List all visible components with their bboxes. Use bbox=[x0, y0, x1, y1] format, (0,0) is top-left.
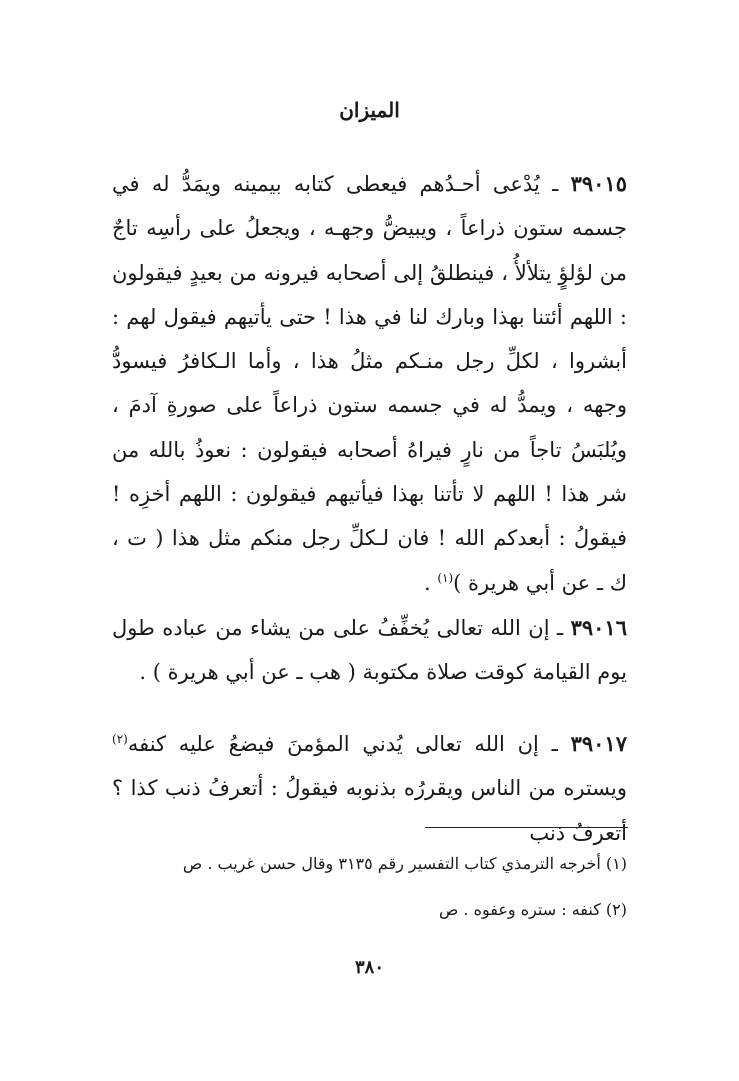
footnote-ref-1: (١) bbox=[437, 570, 454, 585]
footnote-ref-2: (٢) bbox=[112, 732, 128, 746]
footnote-2: (٢) كنفه : ستره وعفوه . ص bbox=[439, 900, 627, 919]
hadith-text: يُدْعى أحـدُهم فيعطى كتابه بيمينه ويمَدُّ له في جسمه ستون ذراعاً ، ويبيضُّ وجهـه ، ويجعلُ على رأسِه تاجٌ من لؤلؤٍ يتلألأُ ، فينطلقُ إلى أصحابه فيرونه من بعيدٍ فيقولون : اللهم أئتنا بهذا وبارك لنا في هذا ! حتى يأتيهم فيقول لهم : أبشروا ، لكلِّ رجل منـكم مثلُ هذا ، وأما الـكافرُ فيسودُّ وجهه ، ويمدُّ له في جسمه ستون ذراعاً على صورةِ آدمَ ، ويُلبَسُ تاجاً من نارٍ فيراهُ أصحابه فيقولون : نعوذُ بالله من شر هذا ! اللهم لا تأتنا بهذا فيأتيهم فيقولون : اللهم أخزِه ! فيقولُ : أبعدكم الله ! فان لـكلِّ رجل منكم مثل هذا ( ت ، ك ـ عن أبي هريرة ) bbox=[112, 172, 627, 595]
hadith-dash: ـ bbox=[539, 172, 571, 196]
hadith-39017 bbox=[112, 722, 627, 855]
hadith-dash: ـ bbox=[549, 616, 571, 640]
hadith-39015 bbox=[112, 162, 627, 605]
hadith-text: إن الله تعالى يُدني المؤمنَ فيضعُ عليه كنفه bbox=[127, 732, 539, 756]
hadith-number: ٣٩٠١٧ bbox=[570, 731, 627, 756]
hadith-text-continued: ويستره من الناس ويقررُه بذنوبه فيقولُ : أتعرفُ ذنب كذا ؟ أتعرفُ ذنب bbox=[112, 776, 627, 845]
hadith-number: ٣٩٠١٥ bbox=[570, 171, 627, 196]
hadith-dash: ـ bbox=[538, 732, 571, 756]
hadith-text: إن الله تعالى يُخفِّفُ على من يشاء من عباده طول يوم القيامة كوقت صلاة مكتوبة ( هب ـ عن أبي هريرة ) . bbox=[112, 616, 627, 685]
running-head-title: الميزان bbox=[339, 98, 400, 122]
page-number: ٣٨٠ bbox=[354, 957, 384, 978]
hadith-39016 bbox=[112, 606, 627, 695]
footnote-1: (١) أخرجه الترمذي كتاب التفسير رقم ٣١٣٥ وقال حسن غريب . ص bbox=[182, 854, 627, 873]
footnote-divider bbox=[425, 827, 628, 828]
hadith-end: . bbox=[423, 570, 438, 595]
hadith-number: ٣٩٠١٦ bbox=[570, 615, 627, 640]
